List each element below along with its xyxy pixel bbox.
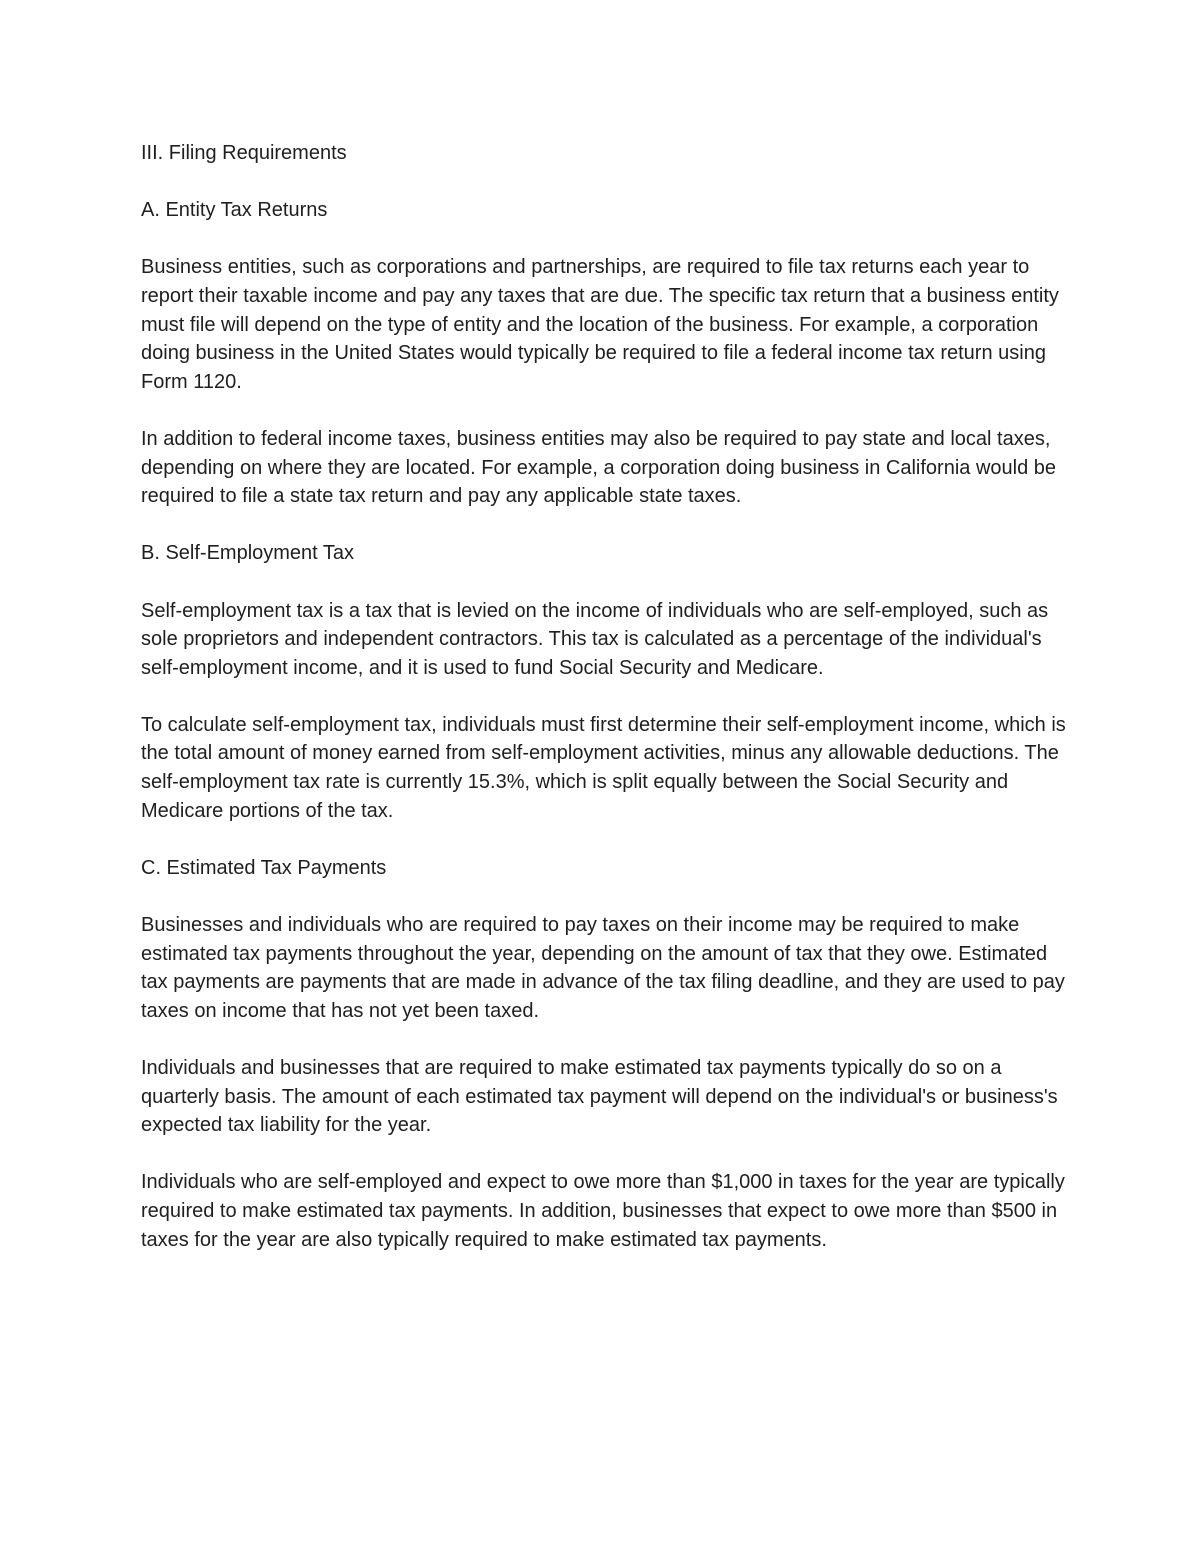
paragraph: Self-employment tax is a tax that is levied on the income of individuals who are self-employed, such as sole proprietors and independent contractors. This tax is calculated as a percentage of the individual's self-employment income, and it is used to fund Social Security and Medicare. <box>141 599 1049 679</box>
subsection-heading-self-employment-tax: B. Self-Employment Tax <box>141 542 355 565</box>
subsection-heading-entity-tax-returns: A. Entity Tax Returns <box>141 199 328 222</box>
paragraph: Business entities, such as corporations and partnerships, are required to file tax returns each year to report their taxable income and pay any taxes that are due. The specific tax return that a business entity must file will depend on the type of entity and the location of the business. For example, a corporation doing business in the United States would typically be required to file a federal income tax return using Form 1120. <box>141 256 1059 393</box>
paragraph: In addition to federal income taxes, business entities may also be required to pay state and local taxes, depending on where they are located. For example, a corporation doing business in California would be required to file a state tax return and pay any applicable state taxes. <box>141 427 1057 508</box>
section-title: III. Filing Requirements <box>141 142 347 164</box>
paragraph: Individuals and businesses that are required to make estimated tax payments typically do so on a quarterly basis. The amount of each estimated tax payment will depend on the individual's or business's expected tax liability for the year. <box>141 1057 1058 1137</box>
document-body <box>141 139 1066 1283</box>
paragraph: To calculate self-employment tax, individuals must first determine their self-employment income, which is the total amount of money earned from self-employment activities, minus any allowable deductions. The self-employment tax rate is currently 15.3%, which is split equally between the Social Security and Medicare portions of the tax. <box>141 713 1066 822</box>
subsection-heading-estimated-tax-payments: C. Estimated Tax Payments <box>141 856 387 879</box>
paragraph: Businesses and individuals who are required to pay taxes on their income may be required to make estimated tax payments throughout the year, depending on the amount of tax that they owe. Estimated tax payments are payments that are made in advance of the tax filing deadline, and they are used to pay taxes on income that has not yet been taxed. <box>141 914 1065 1022</box>
paragraph: Individuals who are self-employed and expect to owe more than $1,000 in taxes for the year are typically required to make estimated tax payments. In addition, businesses that expect to owe more than $500 in taxes for the year are also typically required to make estimated tax payments. <box>141 1171 1065 1251</box>
